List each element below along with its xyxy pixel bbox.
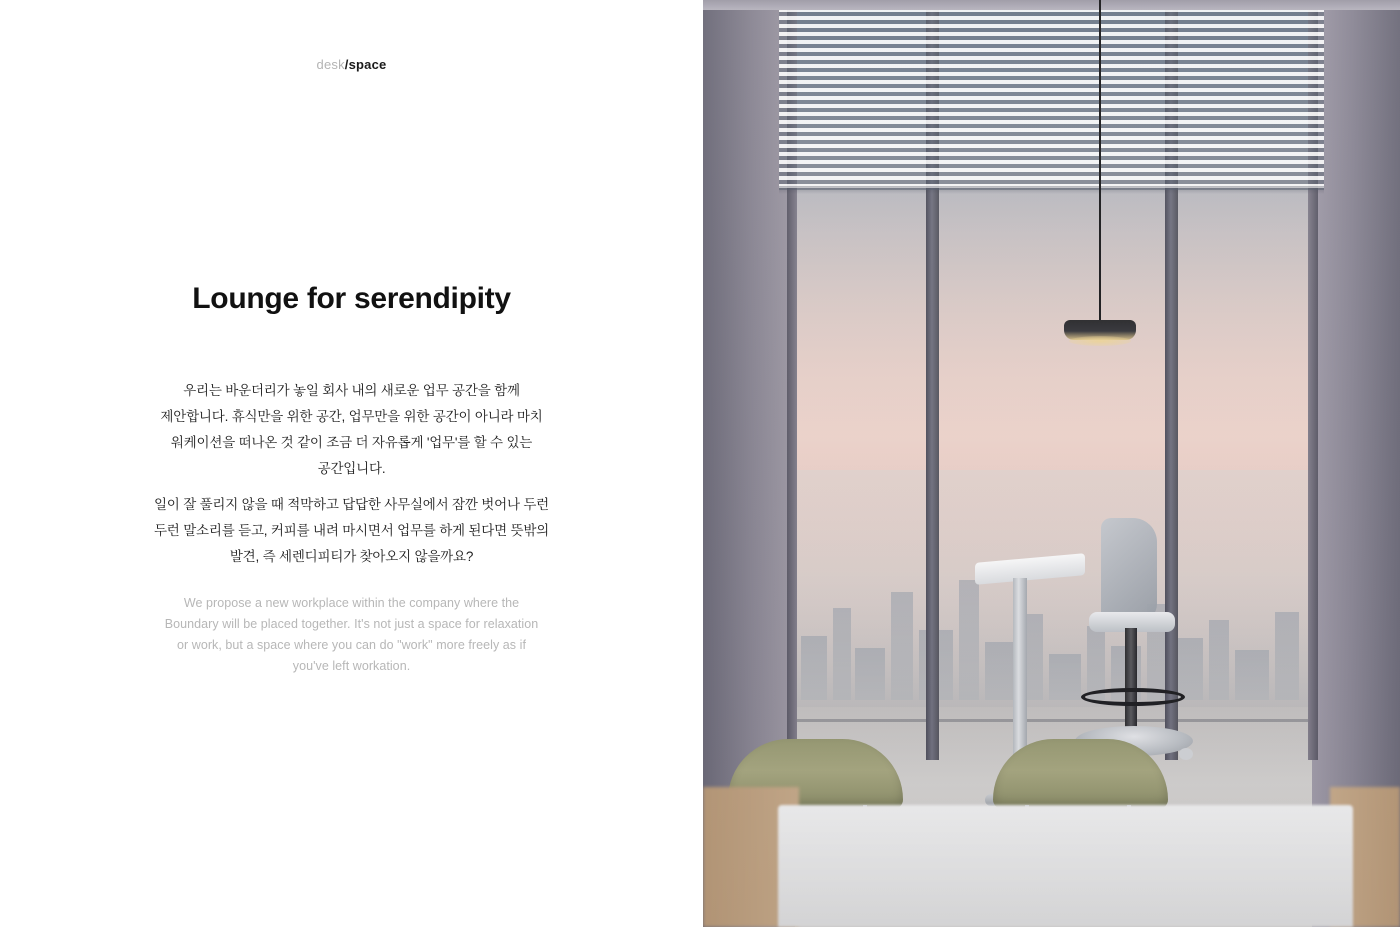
breadcrumb-separator: / <box>344 57 349 72</box>
pendant-lamp-cord <box>1099 0 1101 322</box>
paragraph-line: Boundary will be placed together. It's not just a space for relaxation <box>164 617 539 631</box>
city-skyline <box>795 520 1312 700</box>
paragraph-line: 공간입니다. <box>317 461 386 476</box>
paragraph-line: 제안합니다. 휴식만을 위한 공간, 업무만을 위한 공간이 아니라 마치 <box>160 409 543 424</box>
ceiling <box>703 0 1400 10</box>
paragraph-line: 워케이션을 떠나온 것 같이 조금 더 자유롭게 '업무'를 할 수 있는 <box>170 435 533 450</box>
lounge-chair <box>993 739 1168 809</box>
paragraph-line: 일이 잘 풀리지 않을 때 적막하고 답답한 사무실에서 잠깐 벗어나 두런 <box>153 497 550 512</box>
foreground-table <box>778 805 1353 927</box>
korean-paragraph-1 <box>0 378 703 482</box>
office-chair-back <box>1101 518 1157 622</box>
hero-image <box>703 0 1400 927</box>
breadcrumb-parent[interactable]: desk <box>316 57 345 72</box>
blinds-shadow <box>779 186 1324 194</box>
floor-wall-line <box>787 719 1316 722</box>
page-title <box>0 278 703 319</box>
page-title-line-1: Lounge for <box>192 282 346 316</box>
window-blinds <box>779 0 1324 190</box>
korean-paragraph-2 <box>0 492 703 570</box>
page-title-line-2: serendipity <box>353 282 511 316</box>
english-paragraph <box>0 593 703 677</box>
office-chair-caster <box>1179 748 1193 760</box>
paragraph-line: We propose a new workplace within the company where the <box>183 596 520 610</box>
paragraph-line: 우리는 바운더리가 놓일 회사 내의 새로운 업무 공간을 함께 <box>183 383 520 398</box>
breadcrumb-current[interactable]: space <box>348 57 387 72</box>
office-chair-column <box>1125 628 1137 738</box>
paragraph-line: 두런 말소리를 듣고, 커피를 내려 마시면서 업무를 하게 된다면 뜻밖의 <box>153 523 550 538</box>
office-chair-footring <box>1081 688 1185 706</box>
breadcrumb <box>0 57 703 73</box>
pendant-lamp-glow <box>1069 336 1131 346</box>
paragraph-line: you've left workation. <box>292 659 411 673</box>
paragraph-line: 발견, 즉 세렌디피티가 찾아오지 않을까요? <box>229 549 474 564</box>
paragraph-line: or work, but a space where you can do "work" more freely as if <box>177 638 526 652</box>
